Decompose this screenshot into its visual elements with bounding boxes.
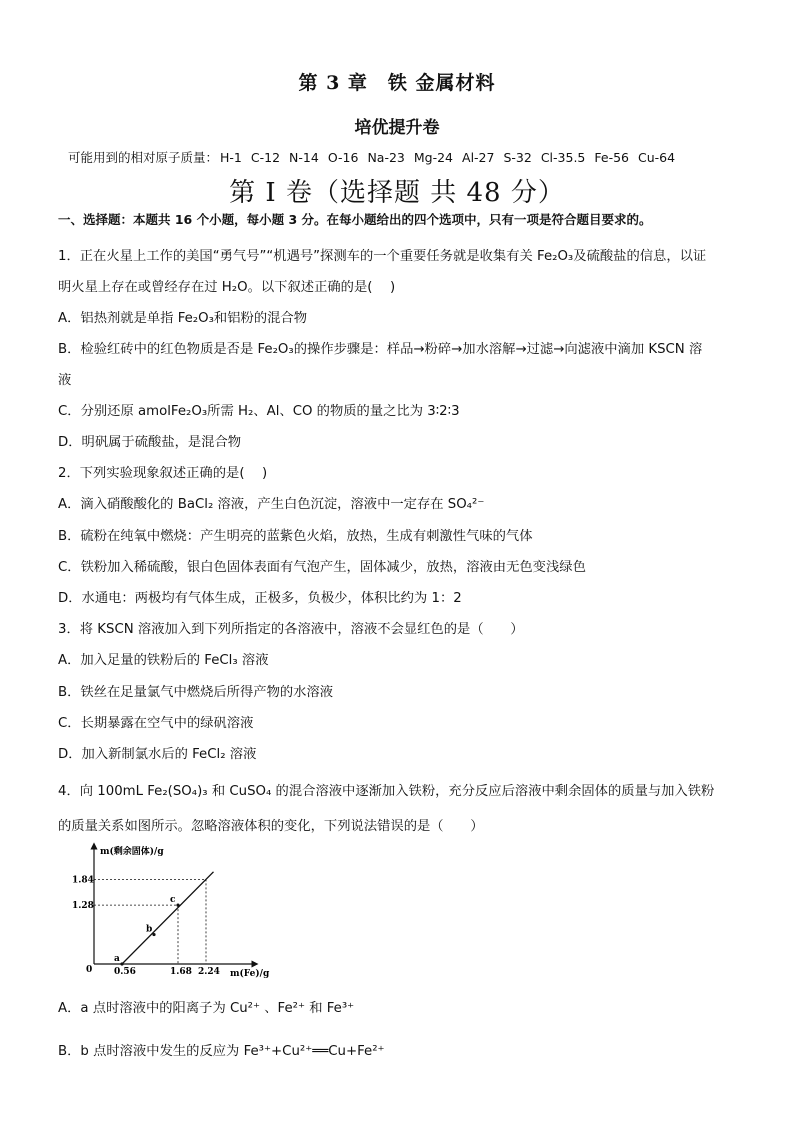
q2-option-a: A．滴入硝酸酸化的 BaCl₂ 溶液，产生白色沉淀，溶液中一定存在 SO₄²⁻	[58, 497, 485, 512]
mass-item: O-16	[327, 150, 359, 165]
q1-option-b-line1: B．检验红砖中的红色物质是否是 Fe₂O₃的操作步骤是：样品→粉碎→加水溶解→过滤→向滤液中滴加 KSCN 溶	[58, 342, 703, 357]
x-axis-label: m(Fe)/g	[230, 969, 270, 979]
q2-option-b: B．硫粉在纯氧中燃烧：产生明亮的蓝紫色火焰，放热，生成有刺激性气味的气体	[58, 529, 533, 544]
q1-option-b-line2: 液	[58, 373, 72, 388]
data-point	[176, 904, 179, 907]
masses-label: 可能用到的相对原子质量：	[68, 150, 219, 165]
mass-item: C-12	[250, 150, 281, 165]
q4-stem-line2: 的质量关系如图所示。忽略溶液体积的变化，下列说法错误的是（ ）	[58, 819, 484, 834]
data-point	[152, 933, 155, 936]
q1-stem-line1: 1．正在火星上工作的美国“勇气号”“机遇号”探测车的一个重要任务就是收集有关 Fe₂O₃及硫酸盐的信息，以证	[58, 249, 707, 264]
point-label: c	[170, 895, 176, 906]
q3-option-b: B．铁丝在足量氯气中燃烧后所得产物的水溶液	[58, 685, 334, 700]
point-label: b	[146, 924, 153, 935]
mass-graph	[72, 840, 290, 985]
data-line	[122, 872, 214, 964]
x-tick-label: 1.68	[170, 967, 192, 977]
section-instructions: 一、选择题：本题共 16 个小题，每小题 3 分。在每小题给出的四个选项中，只有一项是符合题目要求的。	[58, 212, 652, 227]
q1-option-d: D．明矾属于硫酸盐，是混合物	[58, 435, 242, 450]
q3-option-a: A．加入足量的铁粉后的 FeCl₃ 溶液	[58, 653, 269, 668]
q3-option-c: C．长期暴露在空气中的绿矾溶液	[58, 716, 254, 731]
y-tick-label: 1.28	[72, 901, 94, 912]
q1-option-a: A．铝热剂就是单指 Fe₂O₃和铝粉的混合物	[58, 311, 308, 326]
mass-item: Fe-56	[594, 150, 629, 165]
q2-option-c: C．铁粉加入稀硫酸，银白色固体表面有气泡产生，固体减少，放热，溶液由无色变浅绿色	[58, 560, 586, 575]
mass-item: H-1	[220, 150, 242, 165]
y-tick-label: 1.84	[72, 875, 94, 886]
q3-stem: 3．将 KSCN 溶液加入到下列所指定的各溶液中，溶液不会显红色的是（ ）	[58, 622, 524, 637]
mass-item: N-14	[289, 150, 319, 165]
relative-atomic-masses	[68, 148, 684, 166]
q4-option-b: B．b 点时溶液中发生的反应为 Fe³⁺+Cu²⁺══Cu+Fe²⁺	[58, 1044, 385, 1059]
q2-stem: 2．下列实验现象叙述正确的是( )	[58, 466, 268, 481]
data-point	[120, 962, 123, 965]
paper-subtitle: 培优提升卷	[354, 118, 440, 138]
q4-stem-line1: 4．向 100mL Fe₂(SO₄)₃ 和 CuSO₄ 的混合溶液中逐渐加入铁粉，充分反应后溶液中剩余固体的质量与加入铁粉	[58, 784, 715, 799]
q3-option-d: D．加入新制氯水后的 FeCl₂ 溶液	[58, 747, 257, 762]
point-label: a	[114, 954, 120, 964]
part-title: 第 I 卷（选择题 共 48 分）	[229, 178, 565, 208]
mass-item: Mg-24	[413, 150, 454, 165]
q1-option-c: C．分别还原 amolFe₂O₃所需 H₂、Al、CO 的物质的量之比为 3∶2∶3	[58, 404, 460, 419]
y-axis-label: m(剩余固体)/g	[100, 847, 164, 857]
origin-label: 0	[86, 965, 93, 975]
x-tick-label: 0.56	[114, 967, 136, 977]
paper-title: 第 3 章 铁 金属材料	[298, 72, 496, 94]
q1-stem-line2: 明火星上存在或曾经存在过 H₂O。以下叙述正确的是( )	[58, 280, 396, 295]
q4-option-a: A．a 点时溶液中的阳离子为 Cu²⁺ 、Fe²⁺ 和 Fe³⁺	[58, 1001, 355, 1016]
mass-item: Al-27	[462, 150, 495, 165]
q2-option-d: D．水通电：两极均有气体生成，正极多，负极少，体积比约为 1：2	[58, 591, 462, 606]
mass-item: Cu-64	[638, 150, 676, 165]
mass-item: Na-23	[367, 150, 405, 165]
x-tick-label: 2.24	[198, 967, 220, 977]
mass-item: Cl-35.5	[540, 150, 586, 165]
mass-item: S-32	[503, 150, 532, 165]
